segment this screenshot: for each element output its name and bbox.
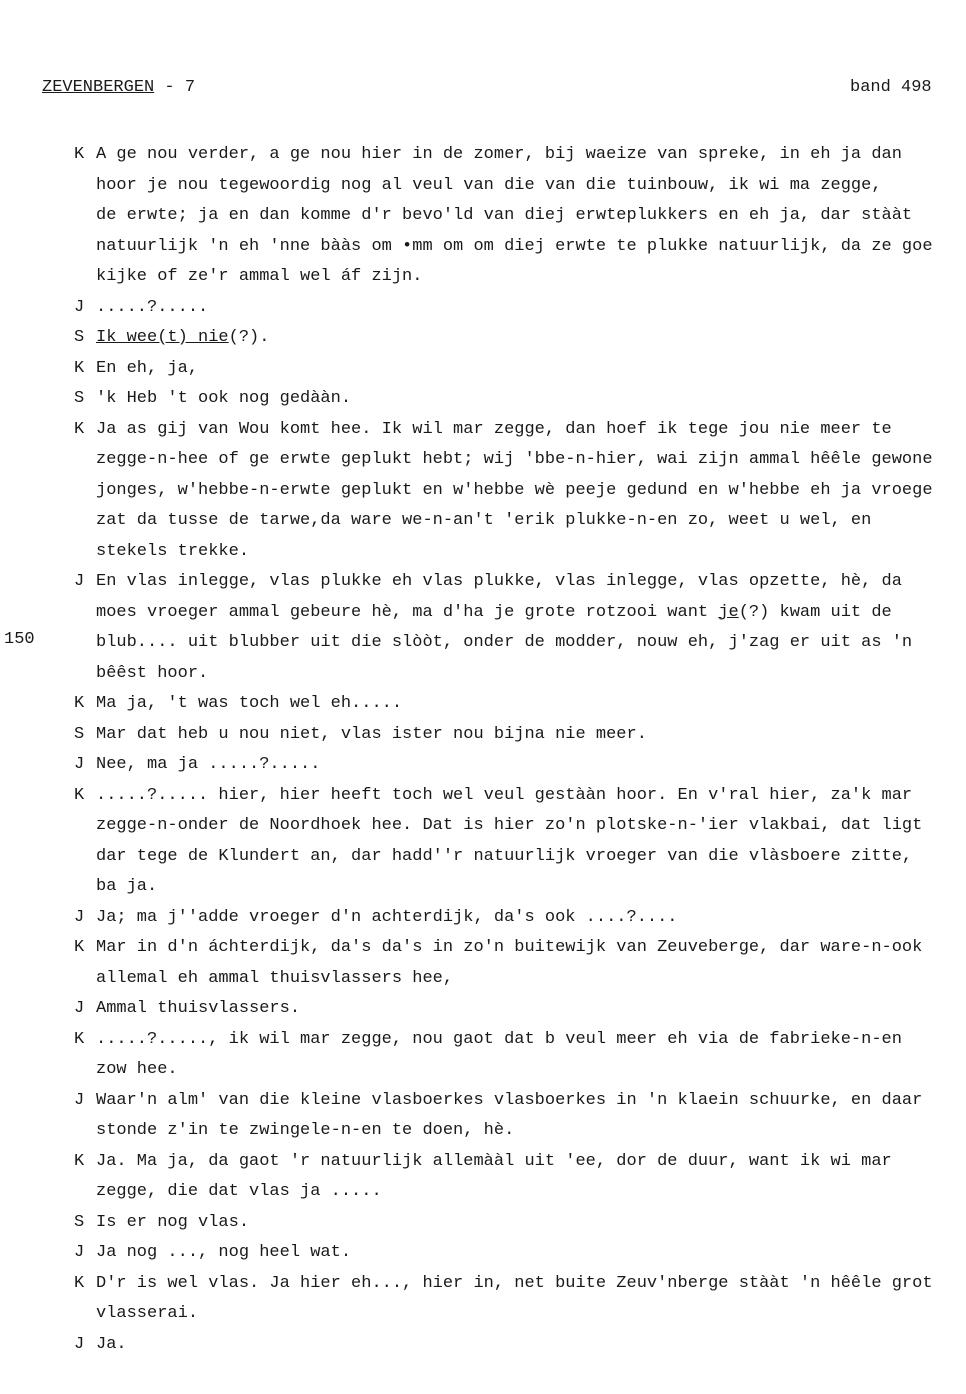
line-text: Ja. Ma ja, da gaot 'r natuurlijk allemààl uit 'ee, dor de duur, want ik wi mar [96,1151,892,1171]
line-text-continued: (?). [228,328,270,347]
line-text: Waar'n alm' van die kleine vlasboerkes vlasboerkes in 'n klaein schuurke, en daar [96,1090,923,1110]
transcript-line [74,903,966,934]
line-text: En vlas inlegge, vlas plukke eh vlas plukke, vlas inlegge, vlas opzette, hè, da [96,572,902,591]
line-text: vlasserai. [96,1304,199,1323]
transcript-line [74,811,966,842]
transcript-line [74,201,966,232]
line-text: A ge nou verder, a ge nou hier in de zomer, bij waeize van spreke, in eh ja dan [96,145,902,164]
transcript-line [74,872,966,903]
line-text: dar tege de Klundert an, dar hadd''r natuurlijk vroeger van die vlàsboere zitte, [96,846,913,866]
line-text: Ja. [96,1334,127,1354]
speaker-label: J [74,1090,85,1110]
transcript-line [74,1299,966,1330]
transcript-line [74,933,966,964]
line-text: de erwte; ja en dan komme d'r bevo'ld van diej erwteplukkers en eh ja, dar stààt [96,206,913,225]
underlined-text: Ik wee(t) nie [96,328,229,347]
line-text: bêêst hoor. [96,663,209,683]
transcript-line [74,323,966,354]
transcript-line [74,1055,966,1086]
transcript-line [74,262,966,293]
transcript-line [74,598,966,629]
transcript-line [74,689,966,720]
speaker-label: J [74,755,85,774]
transcript-line [74,842,966,873]
line-text: Ma ja, 't was toch wel eh..... [96,694,403,713]
line-text: Ja; ma j''adde vroeger d'n achterdijk, da's ook ....?.... [96,907,678,927]
line-text: Ja as gij van Wou komt hee. Ik wil mar zegge, dan hoef ik tege jou nie meer te [96,419,892,439]
speaker-label: K [74,694,85,713]
line-text: natuurlijk 'n eh 'nne bààs om •mm om om diej erwte te plukke natuurlijk, da ze goe [96,236,933,256]
transcript-line [74,415,966,446]
transcript-line [74,567,966,598]
transcript-line [74,1116,966,1147]
line-text: zegge-n-hee of ge erwte geplukt hebt; wij 'bbe-n-hier, wai zijn ammal hêêle gewone [96,450,933,469]
line-text: zegge-n-onder de Noordhoek hee. Dat is hier zo'n plotske-n-'ier vlakbai, dat ligt [96,816,923,835]
line-text: .....?..... [96,297,209,317]
line-text: stekels trekke. [96,541,250,561]
transcript-line [74,1086,966,1117]
speaker-label: J [74,1334,85,1354]
speaker-label: K [74,358,85,378]
transcript-line [74,720,966,751]
transcript-line [74,537,966,568]
transcript-line [74,1238,966,1269]
speaker-label: K [74,419,85,439]
header-band: band 498 [850,78,932,97]
speaker-label: J [74,572,85,591]
speaker-label: K [74,1029,85,1049]
transcript-line [74,1147,966,1178]
line-text: zegge, die dat vlas ja ..... [96,1182,382,1201]
transcript-line [74,445,966,476]
transcript-line [74,659,966,690]
line-text: Mar in d'n áchterdijk, da's da's in zo'n buitewijk van Zeuveberge, dar ware-n-ook [96,938,923,957]
line-text: Nee, ma ja .....?..... [96,755,321,774]
speaker-label: K [74,145,85,164]
line-text: jonges, w'hebbe-n-erwte geplukt en w'hebbe wè peeje gedund en w'hebbe eh ja vroege [96,480,933,500]
line-text: En eh, ja, [96,358,199,378]
transcript-line [74,476,966,507]
line-text: Ammal thuisvlassers. [96,999,301,1018]
speaker-label: K [74,785,85,805]
line-text: D'r is wel vlas. Ja hier eh..., hier in, net buite Zeuv'nberge stààt 'n hêêle grot [96,1273,933,1293]
speaker-label: J [74,999,85,1018]
line-text: blub.... uit blubber uit die slòòt, onder de modder, nouw eh, j'zag er uit as 'n [96,633,913,652]
line-text: zow hee. [96,1060,178,1079]
line-text: moes vroeger ammal gebeure hè, ma d'ha je grote rotzooi want [96,602,719,622]
line-text: Is er nog vlas. [96,1212,250,1232]
header-page-number: - 7 [154,78,196,97]
speaker-label: K [74,938,85,957]
transcript-line [74,171,966,202]
line-text: 'k Heb 't ook nog gedààn. [96,389,352,408]
speaker-label: S [74,1212,85,1232]
line-text: kijke of ze'r ammal wel áf zijn. [96,267,423,286]
line-text: .....?..... hier, hier heeft toch wel veul gestààn hoor. En v'ral hier, za'k mar [96,785,913,805]
transcript-line [74,232,966,263]
header-place: ZEVENBERGEN [42,78,155,97]
transcript-line [74,1177,966,1208]
line-text: ba ja. [96,877,158,896]
transcript-line [74,1269,966,1300]
speaker-label: S [74,389,85,408]
speaker-label: K [74,1151,85,1171]
speaker-label: K [74,1273,85,1293]
transcript-line [74,293,966,324]
transcript-line [74,1025,966,1056]
line-text: Ja nog ..., nog heel wat. [96,1243,352,1262]
line-text: stonde z'in te zwingele-n-en te doen, hè. [96,1121,515,1140]
margin-line-number: 150 [4,630,35,649]
transcript-line [74,506,966,537]
speaker-label: J [74,907,85,927]
speaker-label: S [74,328,85,347]
line-text: hoor je nou tegewoordig nog al veul van die van die tuinbouw, ik wi ma zegge, [96,175,882,195]
transcript-line [74,1330,966,1361]
line-text: .....?....., ik wil mar zegge, nou gaot dat b veul meer eh via de fabrieke-n-en [96,1029,902,1049]
header-title [42,78,195,97]
line-text: allemal eh ammal thuisvlassers hee, [96,968,454,988]
transcript-line [74,384,966,415]
speaker-label: J [74,1243,85,1262]
speaker-label: S [74,724,85,744]
line-text: Mar dat heb u nou niet, vlas ister nou bijna nie meer. [96,724,647,744]
transcript-body [74,140,966,1360]
transcript-line [74,1208,966,1239]
underlined-text: je [718,602,739,622]
line-text-continued: (?) kwam uit de [738,602,892,622]
speaker-label: J [74,297,85,317]
transcript-line [74,140,966,171]
line-text: zat da tusse de tarwe,da ware we-n-an't 'erik plukke-n-en zo, weet u wel, en [96,511,872,530]
transcript-line [74,964,966,995]
transcript-line [74,781,966,812]
transcript-line [74,354,966,385]
transcript-line [74,628,966,659]
transcript-line [74,994,966,1025]
transcript-line [74,750,966,781]
